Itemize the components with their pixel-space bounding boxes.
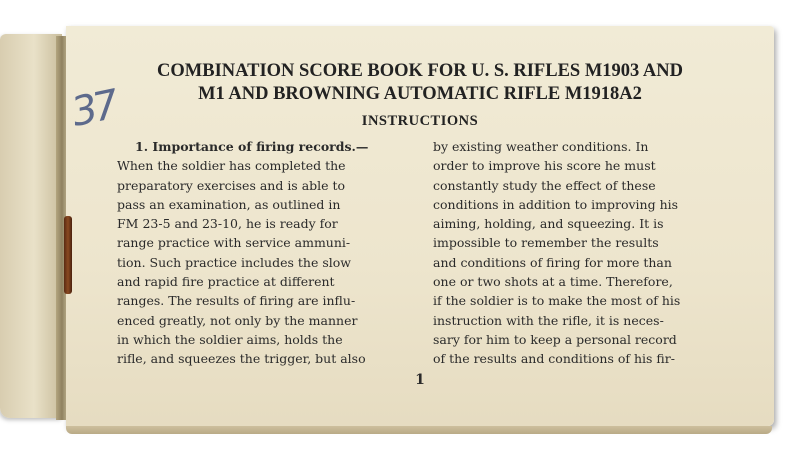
text-line: FM 23-5 and 23-10, he is ready for — [117, 216, 338, 232]
text-line: by existing weather conditions. In — [433, 139, 649, 154]
text-line: and conditions of firing for more than — [433, 254, 672, 270]
page-title — [110, 60, 730, 106]
text-line: of the results and conditions of his fir- — [433, 351, 675, 367]
page-number: 1 — [415, 372, 425, 388]
text-line: order to improve his score he must — [433, 158, 656, 174]
text-line: conditions in addition to improving his — [433, 196, 679, 212]
text-line: rifle, and squeezes the trigger, but also — [117, 351, 366, 367]
text-line: range practice with service ammuni- — [117, 235, 351, 251]
handwritten-number: 37 — [67, 82, 120, 136]
text-line: ranges. The results of firing are influ- — [117, 293, 356, 309]
text-line: aiming, holding, and squeezing. It is — [433, 216, 664, 232]
text-line: one or two shots at a time. Therefore, — [433, 274, 673, 290]
text-line: impossible to remember the results — [433, 235, 659, 251]
text-column-left — [117, 137, 417, 369]
rusty-staple — [64, 216, 72, 294]
title-line-1: COMBINATION SCORE BOOK FOR U. S. RIFLES M1903 AND — [157, 61, 683, 81]
paragraph-heading: 1. Importance of firing records.— — [135, 139, 369, 154]
title-line-2: M1 AND BROWNING AUTOMATIC RIFLE M1918A2 — [198, 84, 642, 104]
text-line: pass an examination, as outlined in — [117, 196, 341, 212]
text-line: preparatory exercises and is able to — [117, 177, 346, 193]
text-line: if the soldier is to make the most of his — [433, 293, 681, 309]
text-line: constantly study the effect of these — [433, 177, 656, 193]
section-heading: INSTRUCTIONS — [361, 113, 479, 129]
text-line: enced greatly, not only by the manner — [117, 312, 358, 328]
previous-page-edge — [0, 34, 62, 418]
text-line: in which the soldier aims, holds the — [117, 331, 343, 347]
text-line: sary for him to keep a personal record — [433, 331, 677, 347]
text-column-right — [433, 137, 733, 369]
text-line: and rapid fire practice at different — [117, 274, 335, 290]
page-stack-edge — [66, 426, 772, 434]
text-line: tion. Such practice includes the slow — [117, 254, 351, 270]
text-line: When the soldier has completed the — [117, 158, 346, 174]
text-line: instruction with the rifle, it is neces- — [433, 312, 664, 328]
